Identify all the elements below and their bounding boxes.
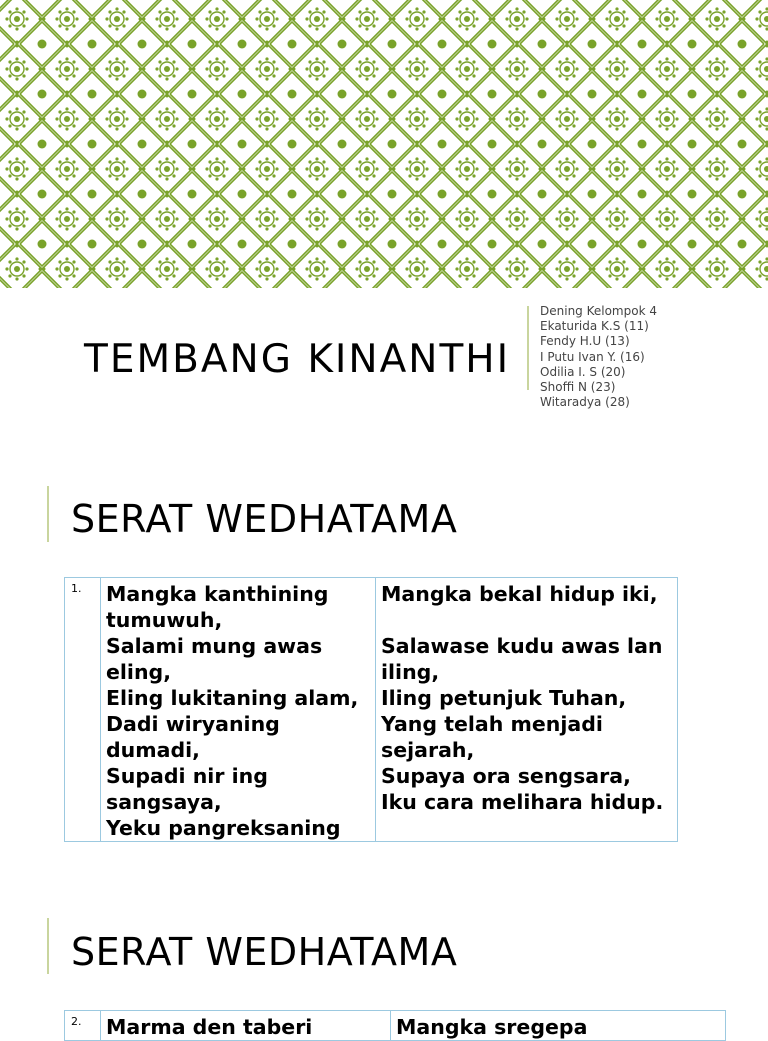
- indonesian-line: Iku cara melihara hidup.: [381, 790, 664, 814]
- verse-table: [64, 1010, 726, 1039]
- verse-number: 2.: [65, 1011, 101, 1041]
- verse-number: 1.: [65, 578, 101, 842]
- javanese-line: Eling lukitaning alam,: [106, 686, 359, 710]
- indonesian-line: Iling petunjuk Tuhan,: [381, 686, 627, 710]
- line-gap: [381, 607, 673, 633]
- indonesian-column: [391, 1011, 726, 1041]
- indonesian-line: Salawase kudu awas lan iling,: [381, 634, 663, 684]
- indonesian-line: Supaya ora sengsara,: [381, 764, 631, 788]
- credit-line: Ekaturida K.S (11): [540, 319, 649, 334]
- credit-line: I Putu Ivan Y. (16): [540, 349, 645, 364]
- verse-table: [64, 577, 678, 865]
- javanese-line: Yeku pangreksaning: [106, 816, 341, 840]
- credit-line: Dening Kelompok 4: [540, 304, 657, 318]
- section-title: SERAT WEDHATAMA: [71, 930, 458, 974]
- javanese-line: Dadi wiryaning dumadi,: [106, 712, 280, 762]
- credit-line: Odilia I. S (20): [540, 364, 626, 379]
- credit-line: Shoffi N (23): [540, 380, 616, 395]
- section-title: SERAT WEDHATAMA: [71, 497, 458, 541]
- title-divider: [527, 306, 529, 390]
- indonesian-column: [376, 578, 678, 842]
- javanese-column: [101, 1011, 391, 1041]
- javanese-line: Marma den taberi: [106, 1015, 313, 1039]
- credit-line: Fendy H.U (13): [540, 334, 630, 349]
- batik-pattern-banner: [0, 0, 768, 288]
- javanese-column: [101, 578, 376, 842]
- indonesian-line: Mangka bekal hidup iki,: [381, 582, 658, 606]
- section-accent-bar: [47, 918, 49, 974]
- slide-title: TEMBANG KINANTHI: [84, 337, 511, 382]
- table-row: [65, 578, 678, 842]
- javanese-line: Mangka kanthining tumuwuh,: [106, 582, 329, 632]
- section-accent-bar: [47, 486, 49, 542]
- javanese-line: Supadi nir ing sangsaya,: [106, 764, 268, 814]
- credit-line: Witaradya (28): [540, 395, 630, 410]
- group-credits: [540, 304, 657, 410]
- table-row: [65, 1011, 726, 1041]
- indonesian-line: Yang telah menjadi sejarah,: [381, 712, 603, 762]
- indonesian-line: Mangka sregepa: [396, 1015, 588, 1039]
- javanese-line: Salami mung awas eling,: [106, 634, 323, 684]
